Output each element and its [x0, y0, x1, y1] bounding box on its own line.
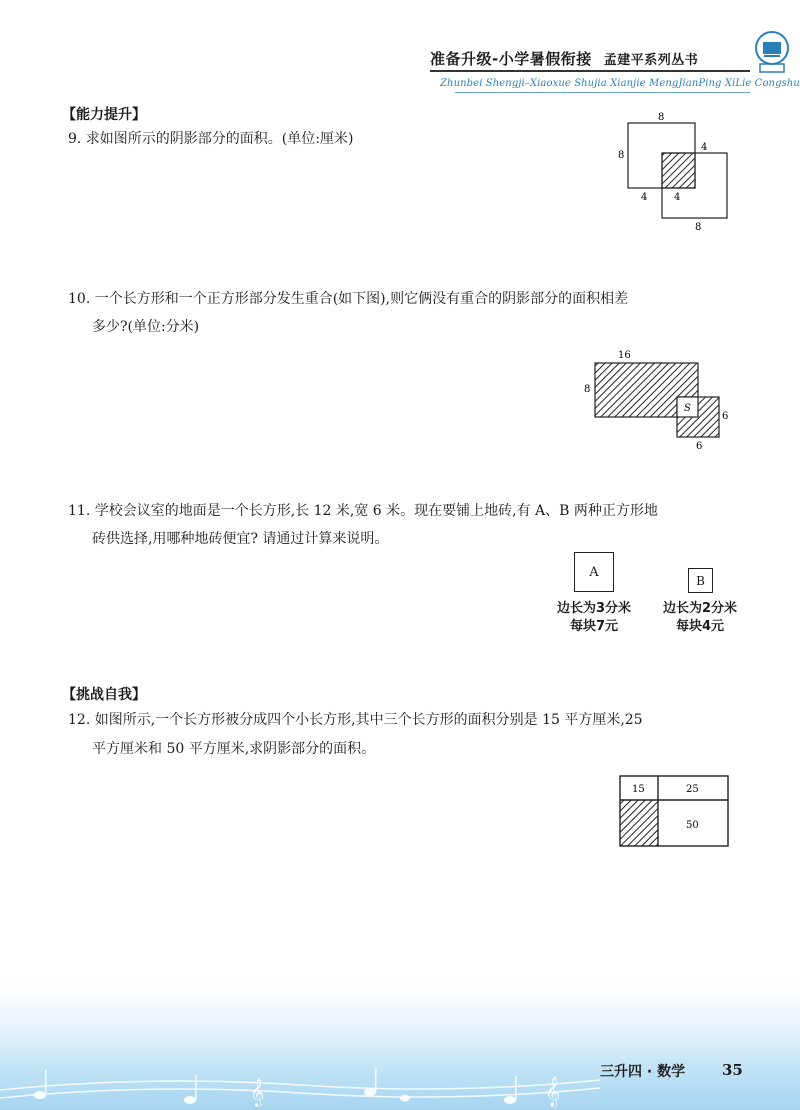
fig9-label-bottom-left: 4	[641, 192, 648, 203]
series-title: 孟建平系列丛书	[603, 53, 699, 68]
question-12-line1: 12. 如图所示,一个长方形被分成四个小长方形,其中三个长方形的面积分别是 15 平方厘米,25	[68, 712, 643, 728]
question-12-line2: 平方厘米和 50 平方厘米,求阴影部分的面积。	[92, 741, 376, 757]
figure-12	[616, 772, 732, 852]
fig10-label-left: 8	[584, 384, 591, 395]
svg-text:𝄞: 𝄞	[250, 1078, 265, 1106]
tile-b-label: B	[696, 573, 705, 588]
fig9-shaded-overlap	[662, 153, 695, 188]
fig12-area-15: 15	[632, 784, 645, 795]
tile-a-side: 边长为3分米	[556, 601, 632, 616]
figure-10	[580, 345, 730, 455]
music-notes-decoration-icon	[0, 1040, 600, 1110]
fig9-label-right-top: 4	[701, 142, 708, 153]
tile-a-label: A	[589, 564, 599, 580]
tile-b-side: 边长为2分米	[662, 601, 738, 616]
fig10-label-right: 6	[722, 411, 729, 422]
fig9-label-bottom-mid: 4	[674, 192, 681, 203]
header-underline	[455, 92, 750, 93]
tile-a-price: 每块7元	[569, 619, 619, 634]
page-number: 35	[722, 1061, 743, 1079]
svg-text:𝄞: 𝄞	[545, 1077, 561, 1107]
header-divider	[430, 70, 750, 72]
fig10-label-s: S	[684, 403, 691, 414]
fig10-label-top: 16	[618, 350, 631, 361]
fig12-area-50: 50	[686, 820, 699, 831]
section-ability: 【能力提升】	[62, 107, 146, 123]
footer-grade-subject: 三升四 · 数学	[600, 1064, 686, 1080]
section-challenge: 【挑战自我】	[62, 687, 146, 703]
tile-b	[688, 568, 713, 593]
book-logo-icon	[752, 30, 792, 74]
question-10-line1: 10. 一个长方形和一个正方形部分发生重合(如下图),则它俩没有重合的阴影部分的面积相差	[68, 291, 629, 307]
fig9-label-bottom: 8	[695, 222, 702, 233]
tile-a-info	[543, 600, 645, 636]
question-11-line1: 11. 学校会议室的地面是一个长方形,长 12 米,宽 6 米。现在要铺上地砖,有 A、B 两种正方形地	[68, 503, 658, 519]
tile-a	[574, 552, 614, 592]
fig9-label-left: 8	[618, 150, 625, 161]
fig10-label-bottom: 6	[696, 441, 703, 452]
header-title	[430, 48, 698, 69]
figure-9	[610, 108, 750, 238]
question-11-line2: 砖供选择,用哪种地砖便宜? 请通过计算来说明。	[92, 531, 389, 547]
book-title: 准备升级-小学暑假衔接	[430, 50, 592, 68]
fig12-shaded-cell	[620, 800, 658, 846]
tile-b-info	[650, 600, 750, 636]
fig12-area-25: 25	[686, 784, 699, 795]
question-10-line2: 多少?(单位:分米)	[92, 319, 200, 335]
fig9-label-top: 8	[658, 112, 665, 123]
header-pinyin: Zhunbei Shengji–Xiaoxue Shujia Xianjie MengJianPing XiLie Congshu	[440, 78, 800, 89]
question-9: 9. 求如图所示的阴影部分的面积。(单位:厘米)	[68, 131, 354, 147]
tile-b-price: 每块4元	[675, 619, 725, 634]
